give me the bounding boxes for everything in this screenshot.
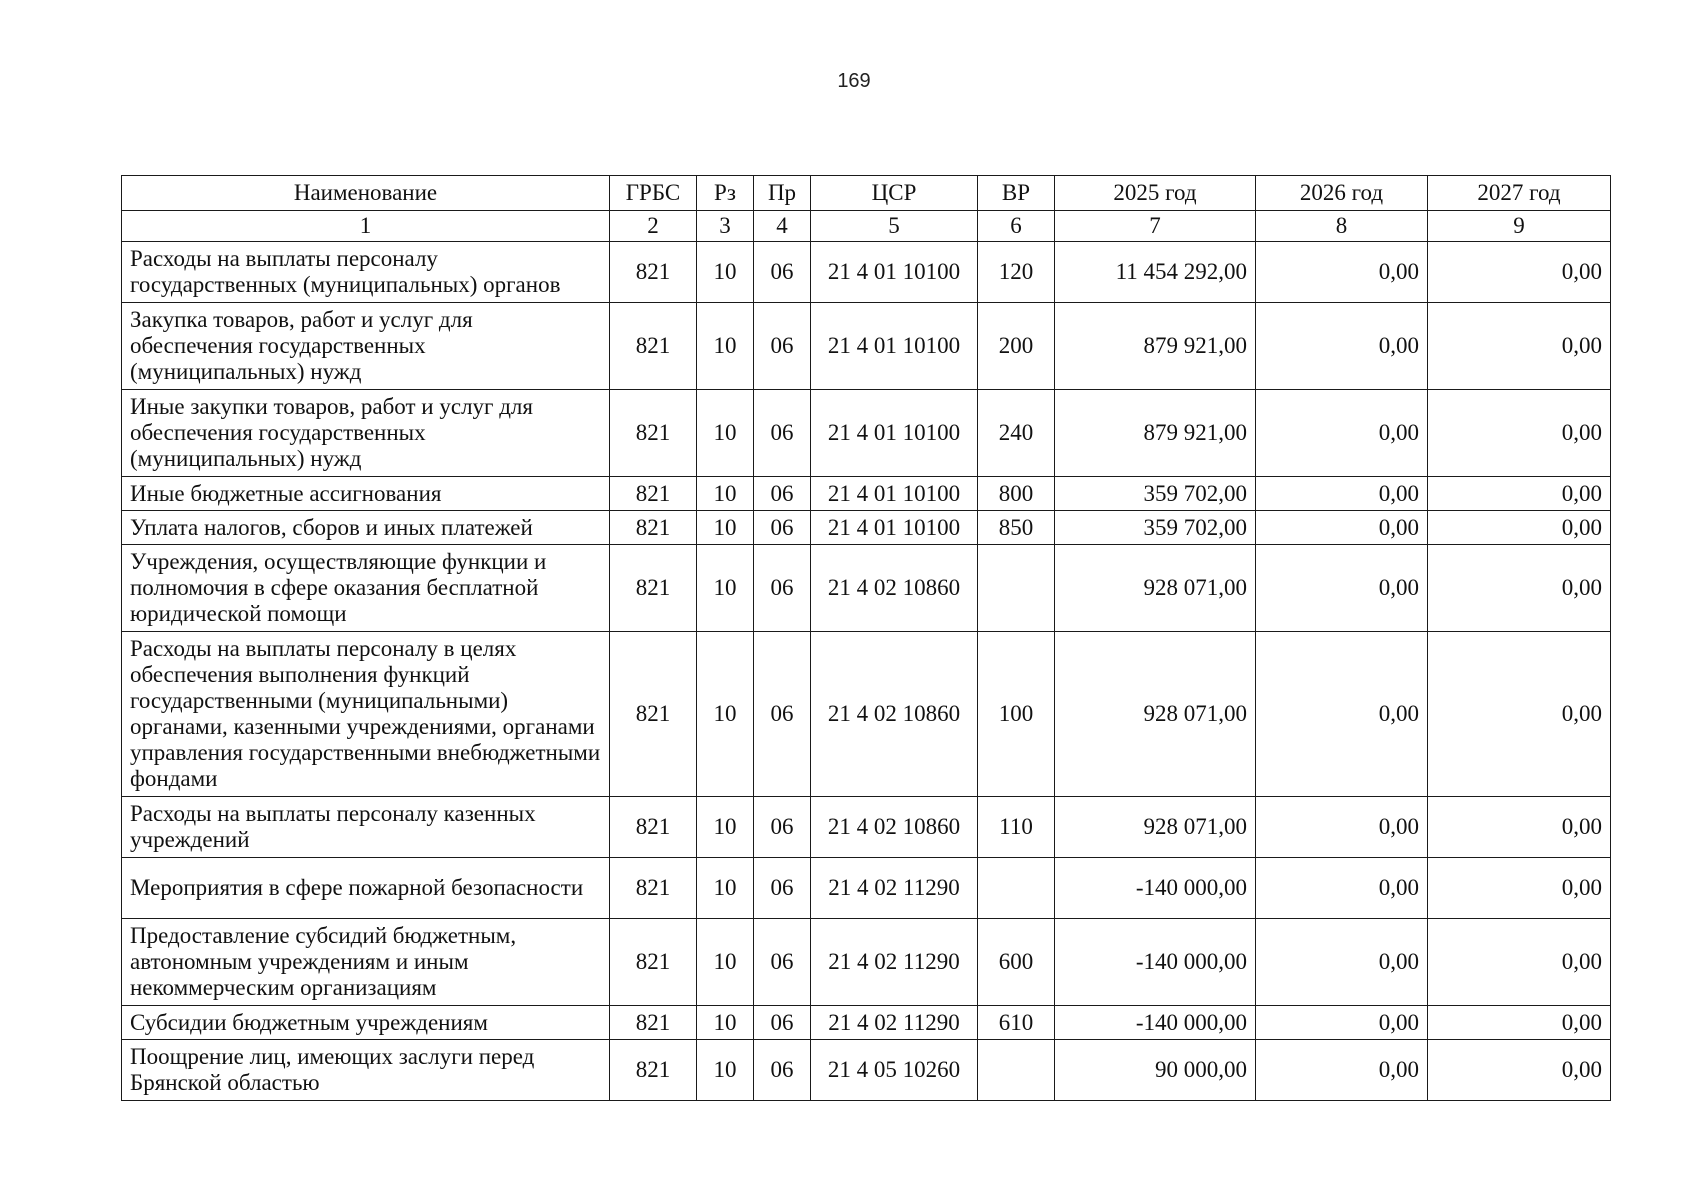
row-csr: 21 4 02 11290 — [811, 1006, 978, 1040]
row-2025: 359 702,00 — [1055, 477, 1256, 511]
row-2027: 0,00 — [1428, 797, 1611, 858]
row-2026: 0,00 — [1256, 1006, 1428, 1040]
header-2027: 2027 год — [1428, 176, 1611, 211]
column-number: 6 — [978, 211, 1055, 242]
row-2025: 928 071,00 — [1055, 797, 1256, 858]
row-pr: 06 — [754, 632, 811, 797]
row-2027: 0,00 — [1428, 632, 1611, 797]
row-name: Субсидии бюджетным учреждениям — [122, 1006, 610, 1040]
row-csr: 21 4 01 10100 — [811, 390, 978, 477]
row-pr: 06 — [754, 1006, 811, 1040]
row-vr: 610 — [978, 1006, 1055, 1040]
row-pr: 06 — [754, 242, 811, 303]
row-name: Уплата налогов, сборов и иных платежей — [122, 511, 610, 545]
row-2027: 0,00 — [1428, 242, 1611, 303]
row-vr — [978, 858, 1055, 919]
row-2025: 879 921,00 — [1055, 390, 1256, 477]
row-rz: 10 — [697, 797, 754, 858]
table-row — [122, 1040, 1611, 1101]
row-2026: 0,00 — [1256, 632, 1428, 797]
row-rz: 10 — [697, 242, 754, 303]
row-rz: 10 — [697, 511, 754, 545]
row-grbs: 821 — [610, 303, 697, 390]
row-2025: -140 000,00 — [1055, 919, 1256, 1006]
column-number-row — [122, 211, 1611, 242]
row-pr: 06 — [754, 511, 811, 545]
row-2027: 0,00 — [1428, 511, 1611, 545]
row-rz: 10 — [697, 858, 754, 919]
header-grbs: ГРБС — [610, 176, 697, 211]
row-grbs: 821 — [610, 545, 697, 632]
row-2026: 0,00 — [1256, 242, 1428, 303]
header-row — [122, 176, 1611, 211]
row-vr: 600 — [978, 919, 1055, 1006]
row-pr: 06 — [754, 858, 811, 919]
row-2026: 0,00 — [1256, 797, 1428, 858]
table-row — [122, 511, 1611, 545]
row-vr — [978, 1040, 1055, 1101]
row-name: Мероприятия в сфере пожарной безопасности — [122, 858, 610, 919]
row-2027: 0,00 — [1428, 858, 1611, 919]
table-row — [122, 242, 1611, 303]
row-csr: 21 4 02 10860 — [811, 632, 978, 797]
column-number: 8 — [1256, 211, 1428, 242]
row-rz: 10 — [697, 919, 754, 1006]
row-2027: 0,00 — [1428, 919, 1611, 1006]
header-name: Наименование — [122, 176, 610, 211]
row-pr: 06 — [754, 390, 811, 477]
row-2026: 0,00 — [1256, 511, 1428, 545]
row-pr: 06 — [754, 303, 811, 390]
row-2027: 0,00 — [1428, 1006, 1611, 1040]
table-row — [122, 477, 1611, 511]
row-2025: 11 454 292,00 — [1055, 242, 1256, 303]
row-2026: 0,00 — [1256, 303, 1428, 390]
row-grbs: 821 — [610, 511, 697, 545]
row-csr: 21 4 02 11290 — [811, 919, 978, 1006]
row-csr: 21 4 02 11290 — [811, 858, 978, 919]
table-row — [122, 632, 1611, 797]
table-row — [122, 797, 1611, 858]
row-name: Расходы на выплаты персоналу казенных учреждений — [122, 797, 610, 858]
column-number: 4 — [754, 211, 811, 242]
row-vr: 200 — [978, 303, 1055, 390]
row-grbs: 821 — [610, 242, 697, 303]
row-2027: 0,00 — [1428, 477, 1611, 511]
column-number: 1 — [122, 211, 610, 242]
row-name: Учреждения, осуществляющие функции и полномочия в сфере оказания бесплатной юридической помощи — [122, 545, 610, 632]
column-number: 5 — [811, 211, 978, 242]
row-csr: 21 4 01 10100 — [811, 303, 978, 390]
row-rz: 10 — [697, 390, 754, 477]
row-vr: 100 — [978, 632, 1055, 797]
row-csr: 21 4 05 10260 — [811, 1040, 978, 1101]
row-csr: 21 4 01 10100 — [811, 242, 978, 303]
row-2027: 0,00 — [1428, 303, 1611, 390]
row-csr: 21 4 02 10860 — [811, 545, 978, 632]
row-rz: 10 — [697, 477, 754, 511]
row-2026: 0,00 — [1256, 390, 1428, 477]
row-name: Закупка товаров, работ и услуг для обеспечения государственных (муниципальных) нужд — [122, 303, 610, 390]
row-vr: 240 — [978, 390, 1055, 477]
row-csr: 21 4 01 10100 — [811, 511, 978, 545]
row-grbs: 821 — [610, 1006, 697, 1040]
header-2026: 2026 год — [1256, 176, 1428, 211]
header-vr: ВР — [978, 176, 1055, 211]
row-rz: 10 — [697, 303, 754, 390]
header-csr: ЦСР — [811, 176, 978, 211]
table-row — [122, 545, 1611, 632]
table-row — [122, 919, 1611, 1006]
column-number: 9 — [1428, 211, 1611, 242]
row-2027: 0,00 — [1428, 1040, 1611, 1101]
row-csr: 21 4 01 10100 — [811, 477, 978, 511]
column-number: 7 — [1055, 211, 1256, 242]
row-2025: 879 921,00 — [1055, 303, 1256, 390]
page-number: 169 — [837, 70, 871, 92]
row-grbs: 821 — [610, 1040, 697, 1101]
row-rz: 10 — [697, 1040, 754, 1101]
row-2025: 928 071,00 — [1055, 632, 1256, 797]
row-rz: 10 — [697, 1006, 754, 1040]
row-grbs: 821 — [610, 858, 697, 919]
row-rz: 10 — [697, 545, 754, 632]
row-2025: -140 000,00 — [1055, 1006, 1256, 1040]
header-2025: 2025 год — [1055, 176, 1256, 211]
row-name: Расходы на выплаты персоналу в целях обеспечения выполнения функций государственными (муниципальными) органами, казенными учреждениями, органами управления государственными внебюджетными фондами — [122, 632, 610, 797]
row-2026: 0,00 — [1256, 1040, 1428, 1101]
row-vr: 110 — [978, 797, 1055, 858]
column-number: 2 — [610, 211, 697, 242]
row-2025: 928 071,00 — [1055, 545, 1256, 632]
row-name: Иные закупки товаров, работ и услуг для обеспечения государственных (муниципальных) нужд — [122, 390, 610, 477]
row-vr: 850 — [978, 511, 1055, 545]
row-vr: 120 — [978, 242, 1055, 303]
table-row — [122, 1006, 1611, 1040]
row-2025: 359 702,00 — [1055, 511, 1256, 545]
row-vr — [978, 545, 1055, 632]
row-grbs: 821 — [610, 390, 697, 477]
row-grbs: 821 — [610, 919, 697, 1006]
row-2026: 0,00 — [1256, 477, 1428, 511]
column-number: 3 — [697, 211, 754, 242]
header-pr: Пр — [754, 176, 811, 211]
row-2026: 0,00 — [1256, 858, 1428, 919]
row-name: Иные бюджетные ассигнования — [122, 477, 610, 511]
row-pr: 06 — [754, 919, 811, 1006]
row-2027: 0,00 — [1428, 545, 1611, 632]
row-2025: 90 000,00 — [1055, 1040, 1256, 1101]
row-2027: 0,00 — [1428, 390, 1611, 477]
row-pr: 06 — [754, 797, 811, 858]
row-rz: 10 — [697, 632, 754, 797]
table-row — [122, 390, 1611, 477]
table-row — [122, 858, 1611, 919]
row-2026: 0,00 — [1256, 919, 1428, 1006]
row-name: Предоставление субсидий бюджетным, автономным учреждениям и иным некоммерческим организациям — [122, 919, 610, 1006]
row-pr: 06 — [754, 545, 811, 632]
header-rz: Рз — [697, 176, 754, 211]
row-pr: 06 — [754, 1040, 811, 1101]
row-name: Расходы на выплаты персоналу государственных (муниципальных) органов — [122, 242, 610, 303]
row-grbs: 821 — [610, 632, 697, 797]
table-row — [122, 303, 1611, 390]
row-name: Поощрение лиц, имеющих заслуги перед Брянской областью — [122, 1040, 610, 1101]
row-grbs: 821 — [610, 477, 697, 511]
row-2026: 0,00 — [1256, 545, 1428, 632]
row-csr: 21 4 02 10860 — [811, 797, 978, 858]
row-grbs: 821 — [610, 797, 697, 858]
row-pr: 06 — [754, 477, 811, 511]
row-vr: 800 — [978, 477, 1055, 511]
budget-table — [121, 175, 1611, 1101]
row-2025: -140 000,00 — [1055, 858, 1256, 919]
